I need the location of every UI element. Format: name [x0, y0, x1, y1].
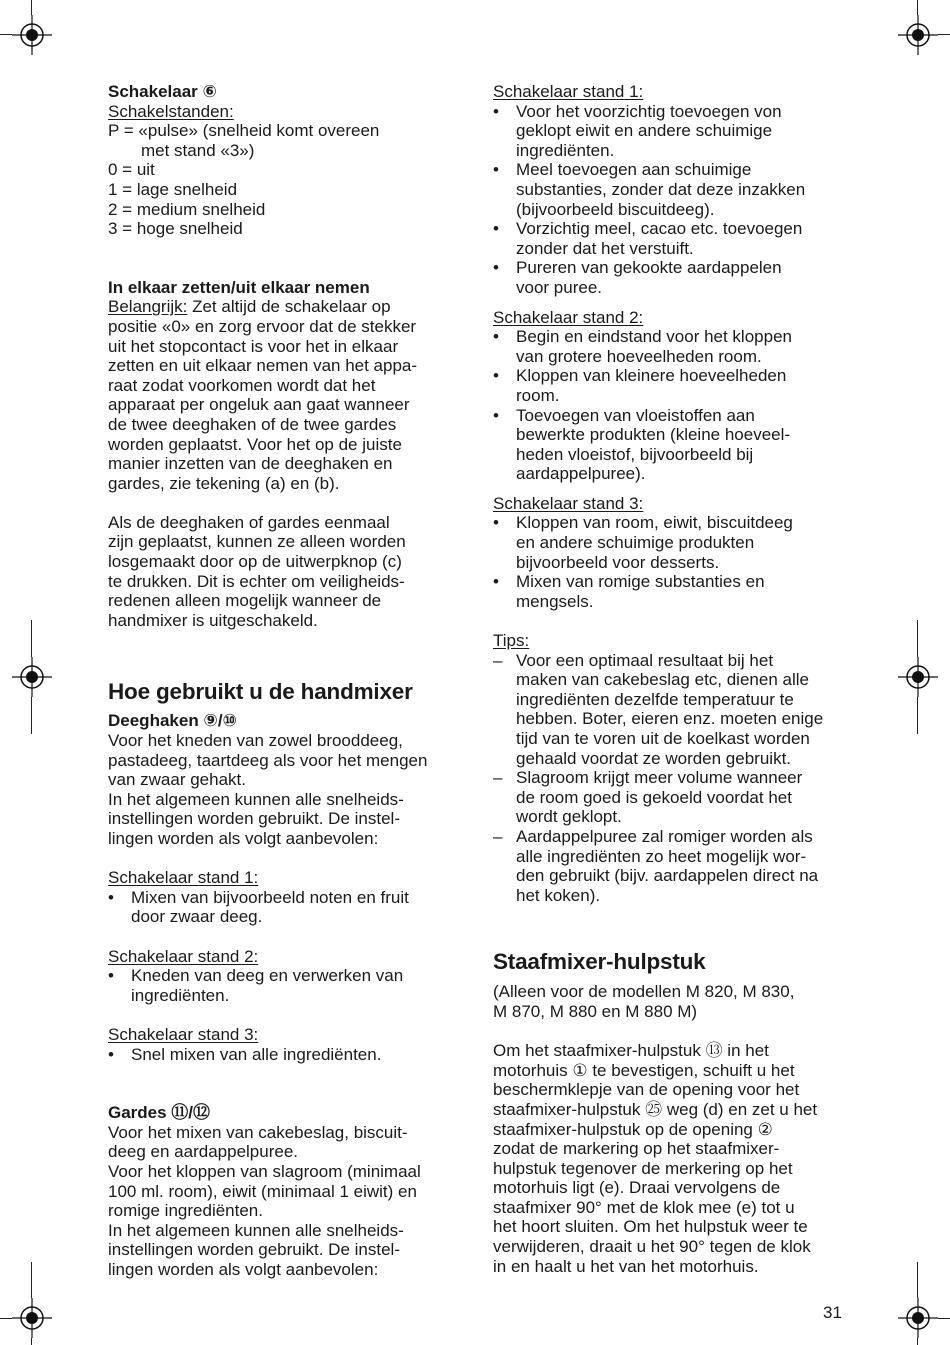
- gardes-title: Gardes ⑪/⑫: [108, 1103, 211, 1123]
- bullet-mark: •: [493, 572, 499, 592]
- staaf-heading: Staafmixer-hulpstuk: [493, 949, 706, 975]
- list-item: • Kloppen van room, eiwit, biscuitdeeg en andere schuimige produkten bijvoorbeeld voor desserts.: [493, 513, 793, 572]
- release-paragraph: Als de deeghaken of gardes eenmaal zijn geplaatst, kunnen ze alleen worden losgemaakt door op de uitwerpknop (c) te drukken. Dit is echter om veiligheids- redenen alleen mogelijk wanneer de handmixer is uitgeschakeld.: [108, 512, 406, 630]
- list-item: • Pureren van gekookte aardappelen voor puree.: [493, 258, 782, 297]
- crop-mark: [938, 34, 950, 35]
- dash-mark: –: [493, 768, 503, 788]
- dash-mark: –: [493, 650, 503, 670]
- bullet-mark: •: [108, 966, 114, 986]
- gardes-paragraph: Voor het mixen van cakebeslag, biscuit- deeg en aardappelpuree. Voor het kloppen van slagroom (minimaal 100 ml. room), eiwit (minimaal 1 eiwit) en romige ingrediënten. In het algemeen kunnen alle snelheids- instellingen worden gebruikt. De instel- lingen worden als volgt aanbevolen:: [108, 1122, 421, 1279]
- registration-mark-icon: [898, 15, 938, 55]
- bullet-mark: •: [493, 327, 499, 347]
- crop-mark: [917, 1338, 918, 1345]
- bullet-mark: •: [493, 258, 499, 278]
- list-item: • Kneden van deeg en verwerken van ingrediënten.: [108, 966, 404, 1005]
- stand-2: 2 = medium snelheid: [108, 199, 266, 219]
- bullet-mark: •: [108, 887, 114, 907]
- tips-label: Tips:: [493, 631, 530, 651]
- bullet-mark: •: [493, 101, 499, 121]
- crop-mark: [917, 1262, 918, 1298]
- g-stand3-label: Schakelaar stand 3:: [493, 493, 644, 513]
- crop-mark: [31, 0, 32, 15]
- list-item: • Mixen van romige substanties en mengsels.: [493, 572, 765, 611]
- usage-heading: Hoe gebruikt u de handmixer: [108, 679, 413, 705]
- bullet-mark: •: [493, 160, 499, 180]
- staaf-paragraph: Om het staafmixer-hulpstuk ⑬ in het motorhuis ① te bevestigen, schuift u het beschermklepje van de opening voor het staafmixer-hulpstuk ㉕ weg (d) en zet u het staafmixer-hulpstuk op de opening ② zodat de markering op het staafmixer- hulpstuk tegenover de merkering op het motorhuis ligt (e). Draai vervolgens de staafmixer 90° met de klok mee (e) tot u het hoort sluiten. Om het hulpstuk weer te verwijderen, draait u het 90° tegen de klok in en haalt u het van het motorhuis.: [493, 1041, 818, 1276]
- registration-mark-icon: [12, 15, 52, 55]
- list-item: – Voor een optimaal resultaat bij het maken van cakebeslag etc, dienen alle ingrediënten dezelfde temperatuur te hebben. Boter, eieren enz. moeten enige tijd van te voren uit de koelkast worden gehaald voordat ze worden gebruikt.: [493, 650, 824, 768]
- registration-mark-icon: [12, 1298, 52, 1338]
- assembly-title: In elkaar zetten/uit elkaar nemen: [108, 277, 370, 297]
- crop-mark: [0, 34, 12, 35]
- list-item: • Voor het voorzichtig toevoegen von geklopt eiwit en andere schuimige ingrediënten.: [493, 101, 782, 160]
- crop-mark: [31, 1338, 32, 1345]
- stand-1: 1 = lage snelheid: [108, 179, 238, 199]
- bullet-mark: •: [493, 219, 499, 239]
- stand-3: 3 = hoge snelheid: [108, 219, 243, 239]
- dh-stand1-label: Schakelaar stand 1:: [108, 868, 259, 888]
- list-item: • Mixen van bijvoorbeeld noten en fruit door zwaar deeg.: [108, 887, 409, 927]
- page-number: 31: [823, 1303, 842, 1322]
- bullet-mark: •: [493, 513, 499, 533]
- g-stand2-label: Schakelaar stand 2:: [493, 307, 644, 327]
- stand-p-line1: P = «pulse» (snelheid komt overeen: [108, 121, 380, 141]
- right-column: [493, 82, 845, 1276]
- crop-mark: [31, 620, 32, 657]
- list-item: • Meel toevoegen aan schuimige substanties, zonder dat deze inzakken (bijvoorbeeld biscuitdeeg).: [493, 160, 806, 219]
- belangrijk-label: Belangrijk:: [108, 297, 188, 317]
- list-item: • Kloppen van kleinere hoeveelheden room.: [493, 366, 787, 405]
- list-item: – Aardappelpuree zal romiger worden als alle ingrediënten zo heet mogelijk wor- den gebruikt (bijv. aardappelen direct na het koken).: [493, 826, 819, 905]
- deeghaken-paragraph: Voor het kneden van zowel brooddeeg, pastadeeg, taartdeeg als voor het mengen van zwaar gehakt. In het algemeen kunnen alle snelheids- instellingen worden gebruikt. De instel- lingen worden als volgt aanbevolen:: [108, 731, 428, 848]
- crop-mark: [917, 620, 918, 657]
- schakelaar-title: Schakelaar ⑥: [108, 82, 217, 101]
- crop-mark: [0, 1318, 12, 1319]
- schakelstanden-label: Schakelstanden:: [108, 101, 234, 121]
- list-item: • Toevoegen van vloeistoffen aan bewerkte produkten (kleine hoeveel- heden vloeistof, bijvoorbeeld bij aardappelpuree).: [493, 405, 791, 484]
- registration-mark-icon: [12, 657, 52, 697]
- belangrijk-paragraph: Belangrijk: Zet altijd de schakelaar op positie «0» en zorg ervoor dat de stekker uit het stopcontact is voor het in elkaar zetten en uit elkaar nemen van het appa- raat zodat voorkomen wordt dat het apparaat per ongeluk aan gaat wanneer de twee deeghaken of de twee gardes worden geplaatst. Voor het op de juiste manier inzetten van de deeghaken en gardes, zie tekening (a) en (b).: [108, 297, 418, 493]
- crop-mark: [938, 1318, 950, 1319]
- list-item: • Begin en eindstand voor het kloppen van grotere hoeveelheden room.: [493, 327, 792, 366]
- crop-mark: [31, 1262, 32, 1298]
- crop-mark: [917, 0, 918, 15]
- list-item: • Snel mixen van alle ingrediënten.: [108, 1044, 382, 1064]
- bullet-mark: •: [493, 405, 499, 425]
- list-item: • Vorzichtig meel, cacao etc. toevoegen zonder dat het verstuift.: [493, 219, 803, 258]
- bullet-mark: •: [108, 1044, 114, 1064]
- registration-mark-icon: [898, 1298, 938, 1338]
- list-item: – Slagroom krijgt meer volume wanneer de room goed is gekoeld voordat het wordt geklopt.: [493, 768, 803, 827]
- dash-mark: –: [493, 826, 503, 846]
- crop-mark: [31, 697, 32, 734]
- g-stand1-label: Schakelaar stand 1:: [493, 82, 644, 101]
- dh-stand3-label: Schakelaar stand 3:: [108, 1024, 259, 1044]
- stand-p-line2: met stand «3»): [141, 140, 255, 160]
- dh-stand2-label: Schakelaar stand 2:: [108, 946, 259, 966]
- models-paragraph: (Alleen voor de modellen M 820, M 830, M 870, M 880 en M 880 M): [493, 982, 795, 1021]
- stand-0: 0 = uit: [108, 160, 155, 180]
- left-column: [108, 82, 460, 1279]
- registration-mark-icon: [898, 657, 938, 697]
- crop-mark: [917, 697, 918, 734]
- bullet-mark: •: [493, 366, 499, 386]
- deeghaken-title: Deeghaken ⑨/⑩: [108, 711, 237, 731]
